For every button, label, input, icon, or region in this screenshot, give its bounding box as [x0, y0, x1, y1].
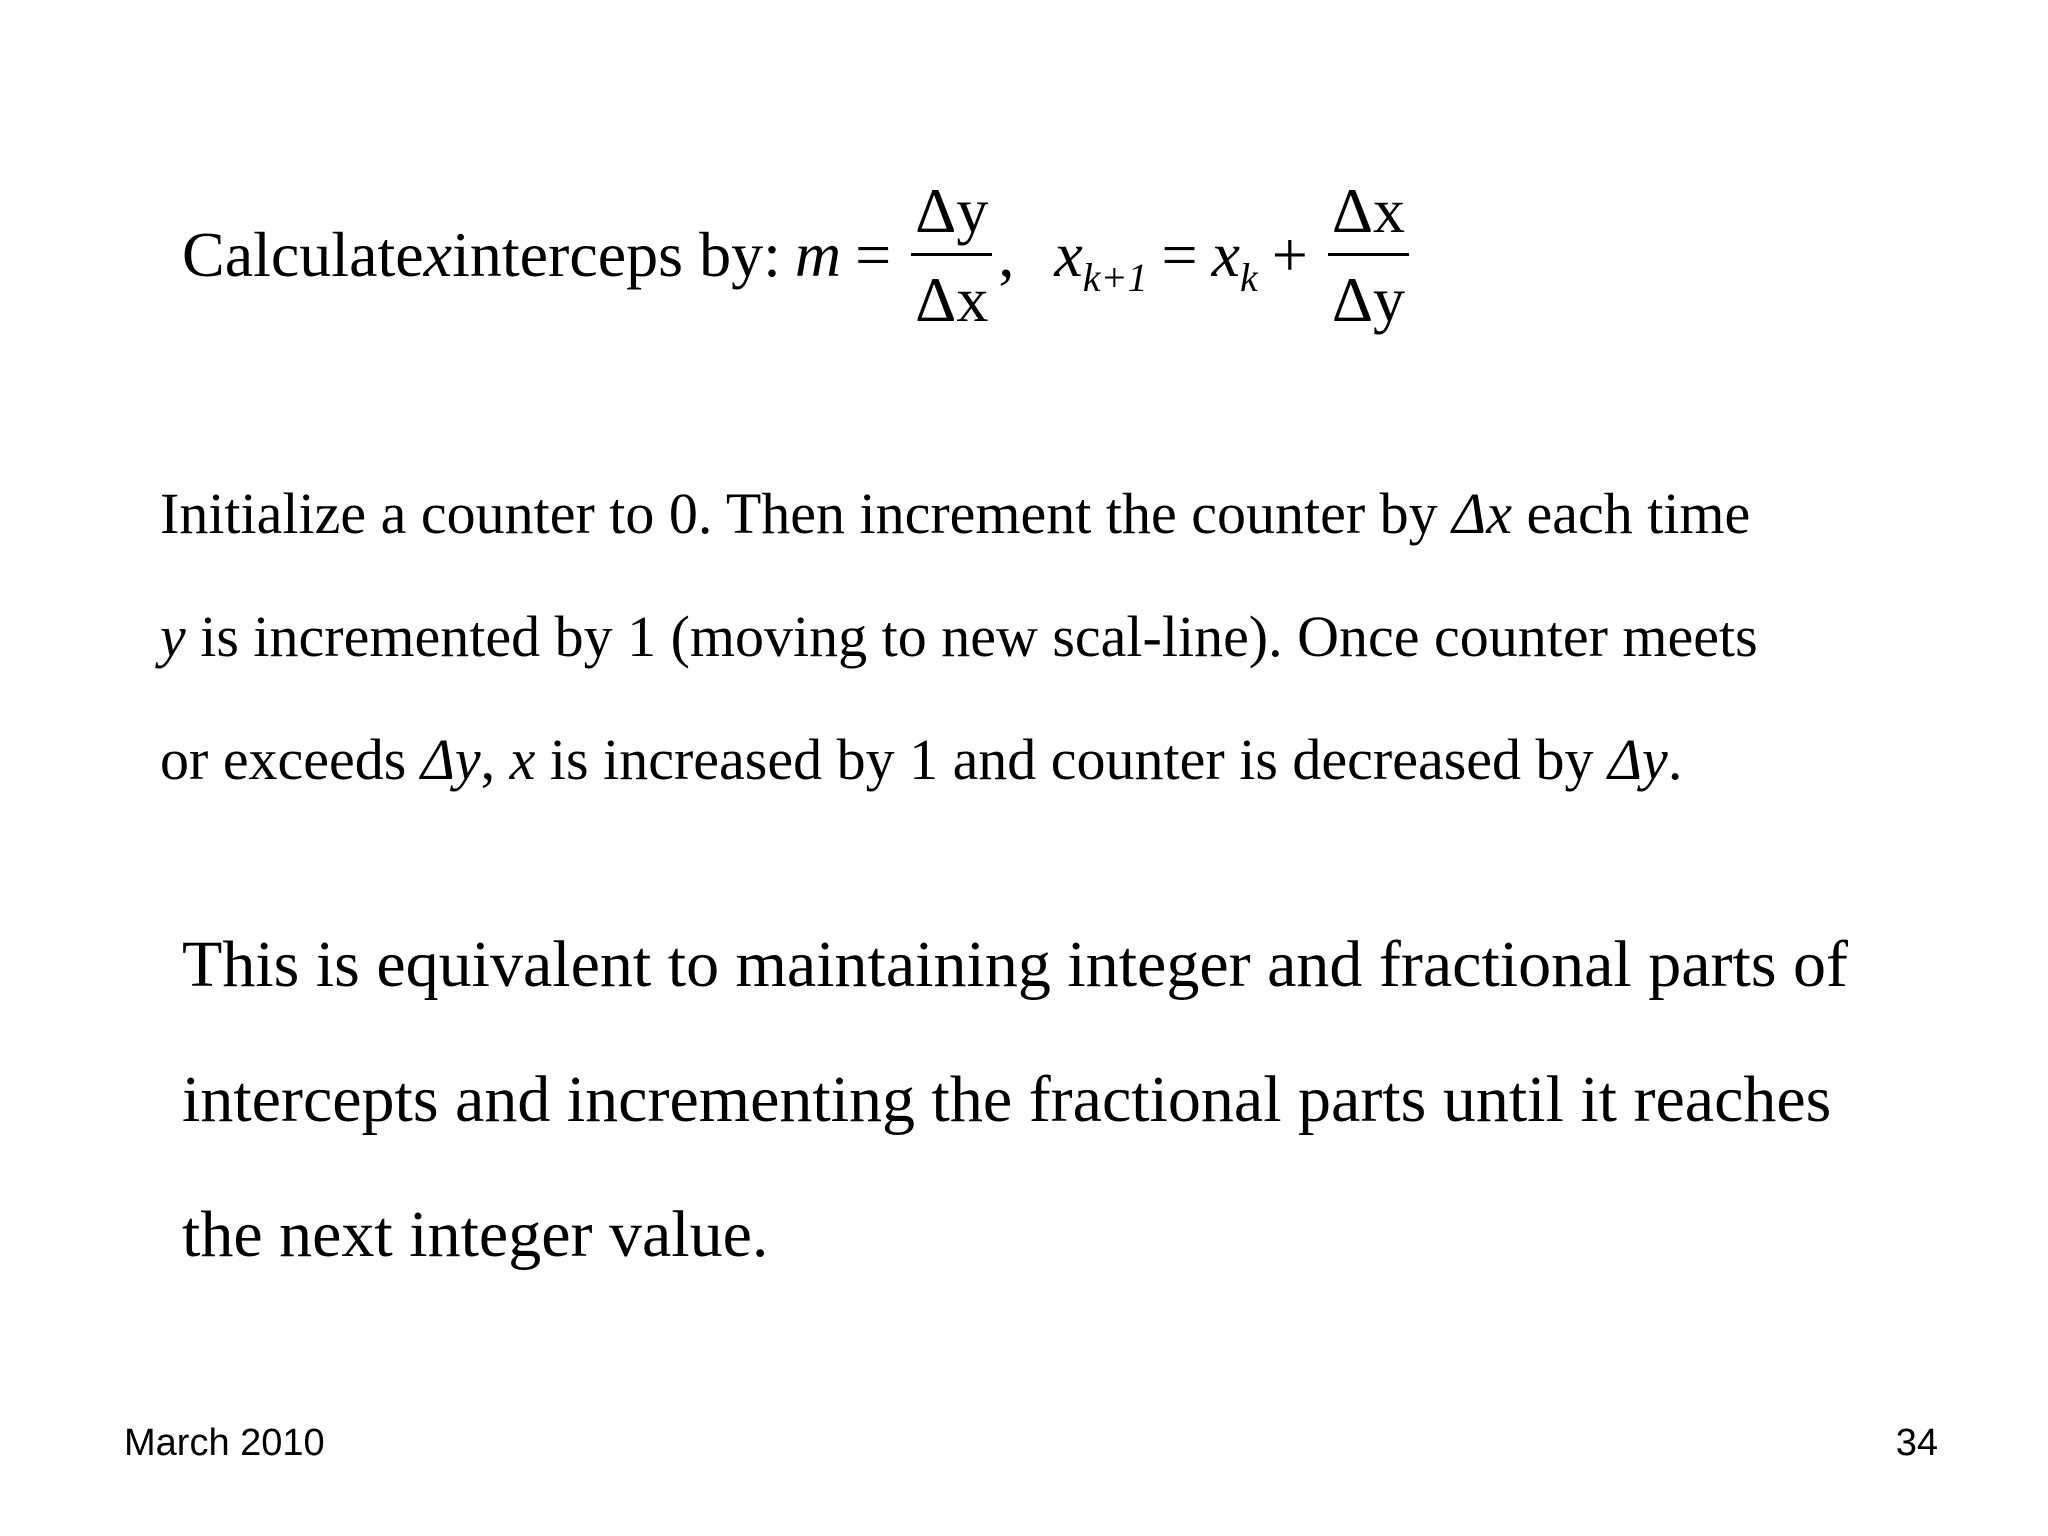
paragraph-line [160, 478, 1940, 601]
formula-var-x: x [423, 219, 453, 290]
page-number: 34 [1895, 1422, 1938, 1464]
text-run: Initialize a counter to 0. Then increment the counter by [160, 481, 1453, 546]
formula-equals-2: = [1161, 219, 1198, 290]
text-run: is incremented by 1 (moving to new scal-line). Once counter meets [185, 604, 1758, 669]
counter-paragraph [160, 478, 1940, 847]
fraction-denominator: Δx [915, 263, 989, 335]
fraction-numerator: Δy [915, 174, 989, 246]
math-x: x [509, 727, 536, 792]
paragraph-line [160, 724, 1940, 847]
fraction-denominator: Δy [1331, 263, 1405, 335]
formula-suffix: interceps by: [452, 219, 781, 290]
footer-date: March 2010 [124, 1422, 325, 1464]
text-run: is increased by 1 and counter is decreased by [535, 727, 1609, 792]
paragraph-line [160, 601, 1940, 724]
formula-comma: , [998, 219, 1015, 290]
formula-m: m [794, 219, 842, 290]
math-delta-x: Δx [1452, 481, 1512, 546]
formula-x-rhs: x [1211, 219, 1240, 290]
formula-x-lhs: x [1054, 219, 1083, 290]
paragraph-line: This is equivalent to maintaining integer and fractional parts of [182, 928, 1849, 1001]
fraction-numerator: Δx [1331, 174, 1405, 246]
text-run: , [480, 727, 510, 792]
paragraph-line: the next integer value. [182, 1198, 769, 1271]
math-delta-y: Δy [420, 727, 481, 792]
equivalence-paragraph [182, 925, 1982, 1330]
formula-x-lhs-subscript: k+1 [1082, 254, 1148, 300]
text-run: each time [1511, 481, 1751, 546]
formula-prefix: Calculate [182, 219, 424, 290]
formula-line [182, 170, 1415, 340]
fraction-bar [1328, 253, 1409, 256]
math-y: y [160, 604, 186, 669]
formula-x-rhs-subscript: k [1239, 254, 1258, 300]
math-delta-y: Δy [1608, 727, 1668, 792]
fraction-dy-dx [911, 174, 992, 335]
text-run: . [1667, 727, 1683, 792]
formula-plus: + [1271, 219, 1308, 290]
fraction-dx-dy [1328, 174, 1409, 335]
paragraph-line: intercepts and incrementing the fractional parts until it reaches [182, 1063, 1832, 1136]
text-run: or exceeds [160, 727, 421, 792]
fraction-bar [911, 253, 992, 256]
formula-equals: = [855, 219, 892, 290]
